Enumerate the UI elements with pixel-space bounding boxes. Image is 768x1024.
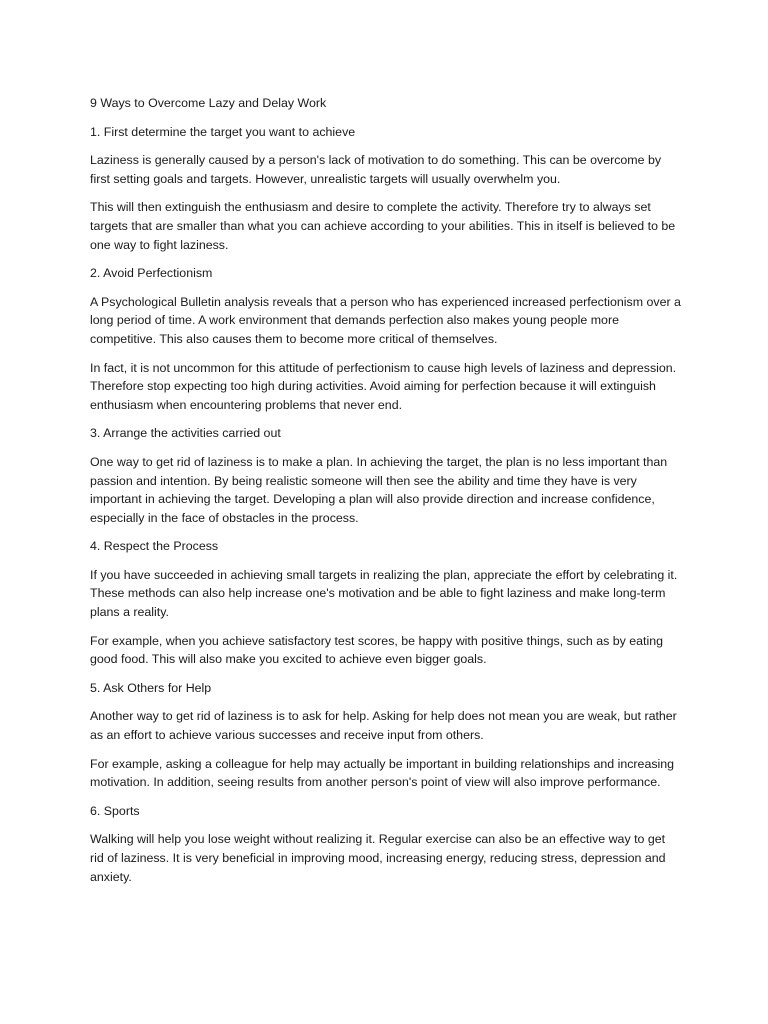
document-title: 9 Ways to Overcome Lazy and Delay Work <box>90 96 327 110</box>
section-3-paragraph-1: One way to get rid of laziness is to make a plan. In achieving the target, the plan is no less important than passion and intention. By being realistic someone will then see the ability and time they have is very important in achieving the target. Developing a plan will also provide direction and increase confidence, especially in the face of obstacles in the process. <box>90 454 668 525</box>
section-heading-4: 4. Respect the Process <box>90 539 219 554</box>
section-2-paragraph-2: In fact, it is not uncommon for this attitude of perfectionism to cause high levels of laziness and depression. Therefore stop expecting too high during activities. Avoid aiming for perfection because it will extinguish enthusiasm when encountering problems that never end. <box>90 360 677 412</box>
section-heading-1: 1. First determine the target you want to achieve <box>90 124 356 139</box>
section-4-paragraph-1: If you have succeeded in achieving small targets in realizing the plan, appreciate the effort by celebrating it. These methods can also help increase one's motivation and be able to fight laziness and make long-term plans a reality. <box>90 567 678 620</box>
document-body <box>90 94 682 896</box>
section-heading-5: 5. Ask Others for Help <box>90 680 212 695</box>
section-4-paragraph-2: For example, when you achieve satisfactory test scores, be happy with positive things, such as by eating good food. This will also make you excited to achieve even bigger goals. <box>90 633 664 667</box>
section-5-paragraph-2: For example, asking a colleague for help may actually be important in building relationships and increasing motivation. In addition, seeing results from another person's point of view will also improve performance. <box>90 756 675 790</box>
section-heading-6: 6. Sports <box>90 803 140 818</box>
section-5-paragraph-1: Another way to get rid of laziness is to ask for help. Asking for help does not mean you are weak, but rather as an effort to achieve various successes and receive input from others. <box>90 709 677 743</box>
section-heading-3: 3. Arrange the activities carried out <box>90 426 281 441</box>
section-1-paragraph-2: This will then extinguish the enthusiasm and desire to complete the activity. Therefore try to always set targets that are smaller than what you can achieve according to your abilities. This in itself is believed to be one way to fight laziness. <box>90 200 676 252</box>
section-6-paragraph-1: Walking will help you lose weight without realizing it. Regular exercise can also be an effective way to get rid of laziness. It is very beneficial in improving mood, increasing energy, reducing stress, depression and anxiety. <box>90 832 666 884</box>
section-2-paragraph-1: A Psychological Bulletin analysis reveals that a person who has experienced increased perfectionism over a long period of time. A work environment that demands perfection also makes young people more competitive. This also causes them to become more critical of themselves. <box>90 294 681 346</box>
section-heading-2: 2. Avoid Perfectionism <box>90 266 213 281</box>
section-1-paragraph-1: Laziness is generally caused by a person's lack of motivation to do something. This can be overcome by first setting goals and targets. However, unrealistic targets will usually overwhelm you. <box>90 153 662 186</box>
